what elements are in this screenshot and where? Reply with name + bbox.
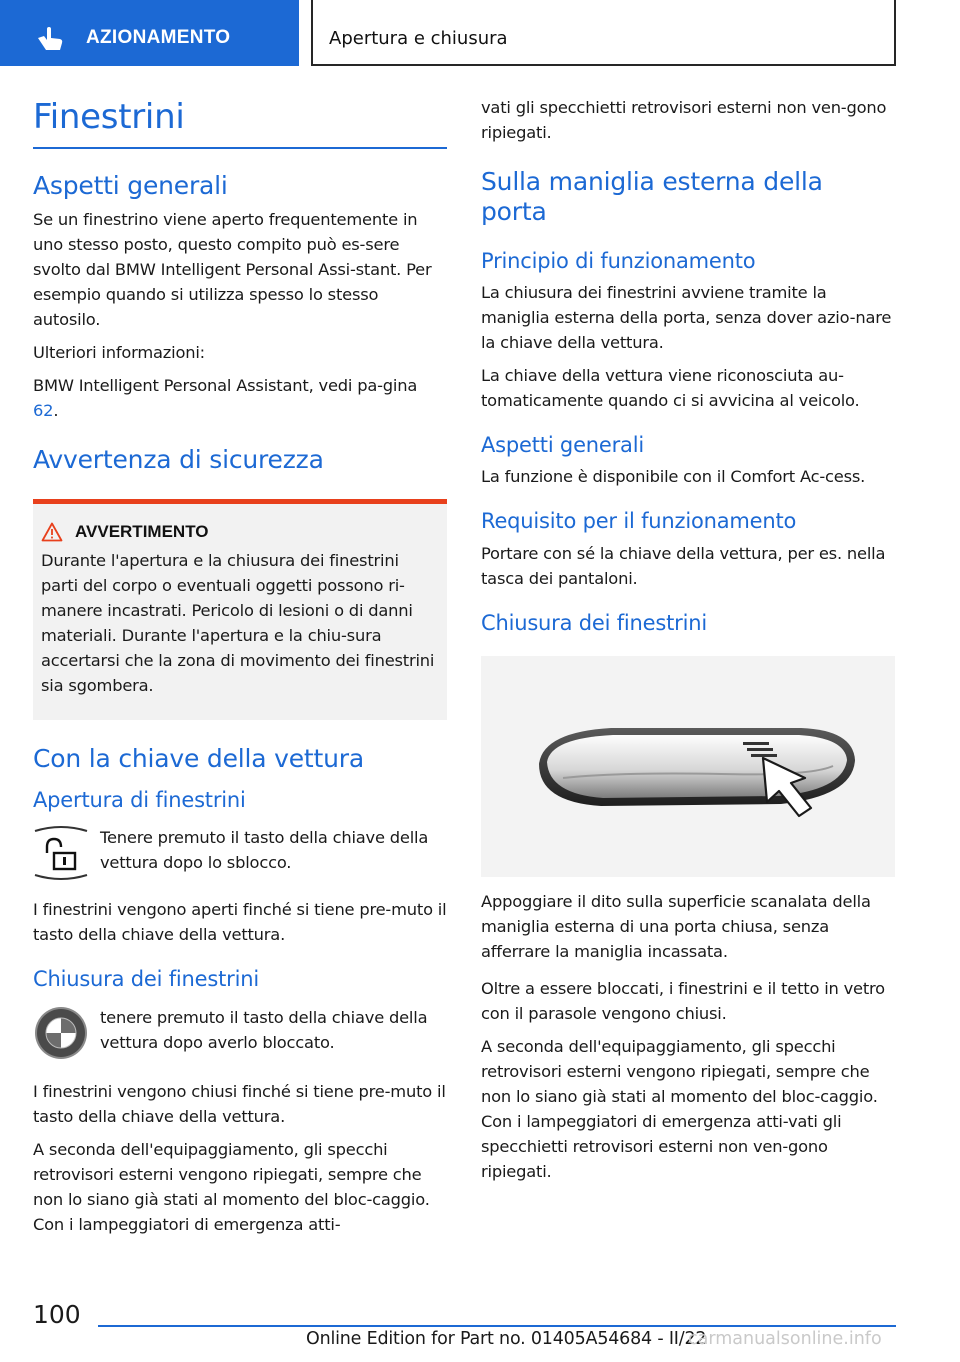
unlock-key-button-icon xyxy=(33,825,89,885)
continued-paragraph: vati gli specchietti retrovisori esterni non ven-gono ripiegati. xyxy=(481,98,887,142)
page-number: 100 xyxy=(33,1300,81,1329)
watermark: carmanualsonline.info xyxy=(688,1329,882,1349)
general-heading: Aspetti generali xyxy=(33,171,228,201)
open-heading: Apertura di finestrini xyxy=(33,788,246,813)
close-paragraph-1: I finestrini vengono chiusi finché si tiene pre-muto il tasto della chiave della vettura. xyxy=(33,1081,446,1126)
warning-text: Durante l'apertura e la chiusura dei finestrini parti del corpo o eventuali oggetti possono ri-manere incastrati. Pericolo di lesioni o di danni materiali. Durante l'apertura e la chiu-sura accertarsi che la zona di movimento dei finestrini sia sgombera. xyxy=(41,551,435,696)
principle-heading: Principio di funzionamento xyxy=(481,249,756,273)
warning-title: AVVERTIMENTO xyxy=(75,522,209,542)
page-title: Finestrini xyxy=(33,95,447,149)
section-tab xyxy=(0,0,299,66)
cross-reference-text: BMW Intelligent Personal Assistant, vedi pa-gina xyxy=(33,376,418,396)
warning-triangle-icon xyxy=(41,522,63,542)
right-column xyxy=(481,95,895,1184)
page-link[interactable]: 62 xyxy=(33,401,54,421)
open-key-row xyxy=(33,825,447,885)
principle-paragraph-1: La chiusura dei finestrini avviene tramite la maniglia esterna della porta, senza dover azio-nare la chiave della vettura. xyxy=(481,283,892,353)
close-key-text: tenere premuto il tasto della chiave della vettura dopo averlo bloccato. xyxy=(100,1007,428,1052)
closing-paragraph-1: Appoggiare il dito sulla superficie scanalata della maniglia esterna di una porta chiusa, senza afferrare la maniglia incassata. xyxy=(481,891,871,961)
topic-tab xyxy=(311,0,896,66)
safety-heading: Avvertenza di sicurezza xyxy=(33,445,324,475)
key-heading: Con la chiave della vettura xyxy=(33,744,364,774)
closing-paragraph-2: Oltre a essere bloccati, i finestrini e il tetto in vetro con il parasole vengono chiusi. xyxy=(481,978,885,1023)
door-handle-illustration xyxy=(481,656,895,877)
warning-box xyxy=(33,499,447,720)
handle-heading: Sulla maniglia esterna della porta xyxy=(481,167,823,226)
requirement-heading: Requisito per il funzionamento xyxy=(481,509,797,534)
requirement-paragraph: Portare con sé la chiave della vettura, per es. nella tasca dei pantaloni. xyxy=(481,543,886,588)
edition-text: Online Edition for Part no. 01405A54684 - II/22 xyxy=(306,1329,707,1349)
general-paragraph-right: La funzione è disponibile con il Comfort Ac-cess. xyxy=(481,467,866,487)
hand-pointer-icon xyxy=(34,26,66,52)
closing-paragraph-3: A seconda dell'equipaggiamento, gli specchi retrovisori esterni vengono ripiegati, sempre che non lo siano già stati al momento del bloc-caggio. Con i lampeggiatori di emergenza atti-vati gli specchietti retrovisori esterni non ven-gono ripiegati. xyxy=(481,1036,878,1181)
open-paragraph: I finestrini vengono aperti finché si tiene pre-muto il tasto della chiave della vettura. xyxy=(33,900,447,945)
general-paragraph: Se un finestrino viene aperto frequentemente in uno stesso posto, questo compito può es-sere svolto dal BMW Intelligent Personal Assi-stant. Per esempio quando si utilizza spesso lo stesso autosilo. xyxy=(33,210,432,330)
closing-heading: Chiusura dei finestrini xyxy=(481,610,707,635)
cross-reference xyxy=(33,373,447,423)
left-column xyxy=(33,95,447,1237)
principle-paragraph-2: La chiave della vettura viene riconosciuta au-tomaticamente quando ci si avvicina al veicolo. xyxy=(481,366,860,411)
section-label: AZIONAMENTO xyxy=(86,27,231,48)
footer-divider xyxy=(98,1325,896,1327)
open-key-text: Tenere premuto il tasto della chiave della vettura dopo lo sblocco. xyxy=(100,828,429,873)
general-heading-right: Aspetti generali xyxy=(481,433,644,458)
further-info-label: Ulteriori informazioni: xyxy=(33,343,205,363)
close-paragraph-2: A seconda dell'equipaggiamento, gli specchi retrovisori esterni vengono ripiegati, sempre che non lo siano già stati al momento del bloc-caggio. Con i lampeggiatori di emergenza atti- xyxy=(33,1139,430,1234)
close-key-row xyxy=(33,1005,447,1065)
close-heading: Chiusura dei finestrini xyxy=(33,967,259,992)
cross-reference-end: . xyxy=(53,401,59,421)
bmw-logo-key-button-icon xyxy=(33,1005,89,1065)
topic-label: Apertura e chiusura xyxy=(329,28,508,49)
